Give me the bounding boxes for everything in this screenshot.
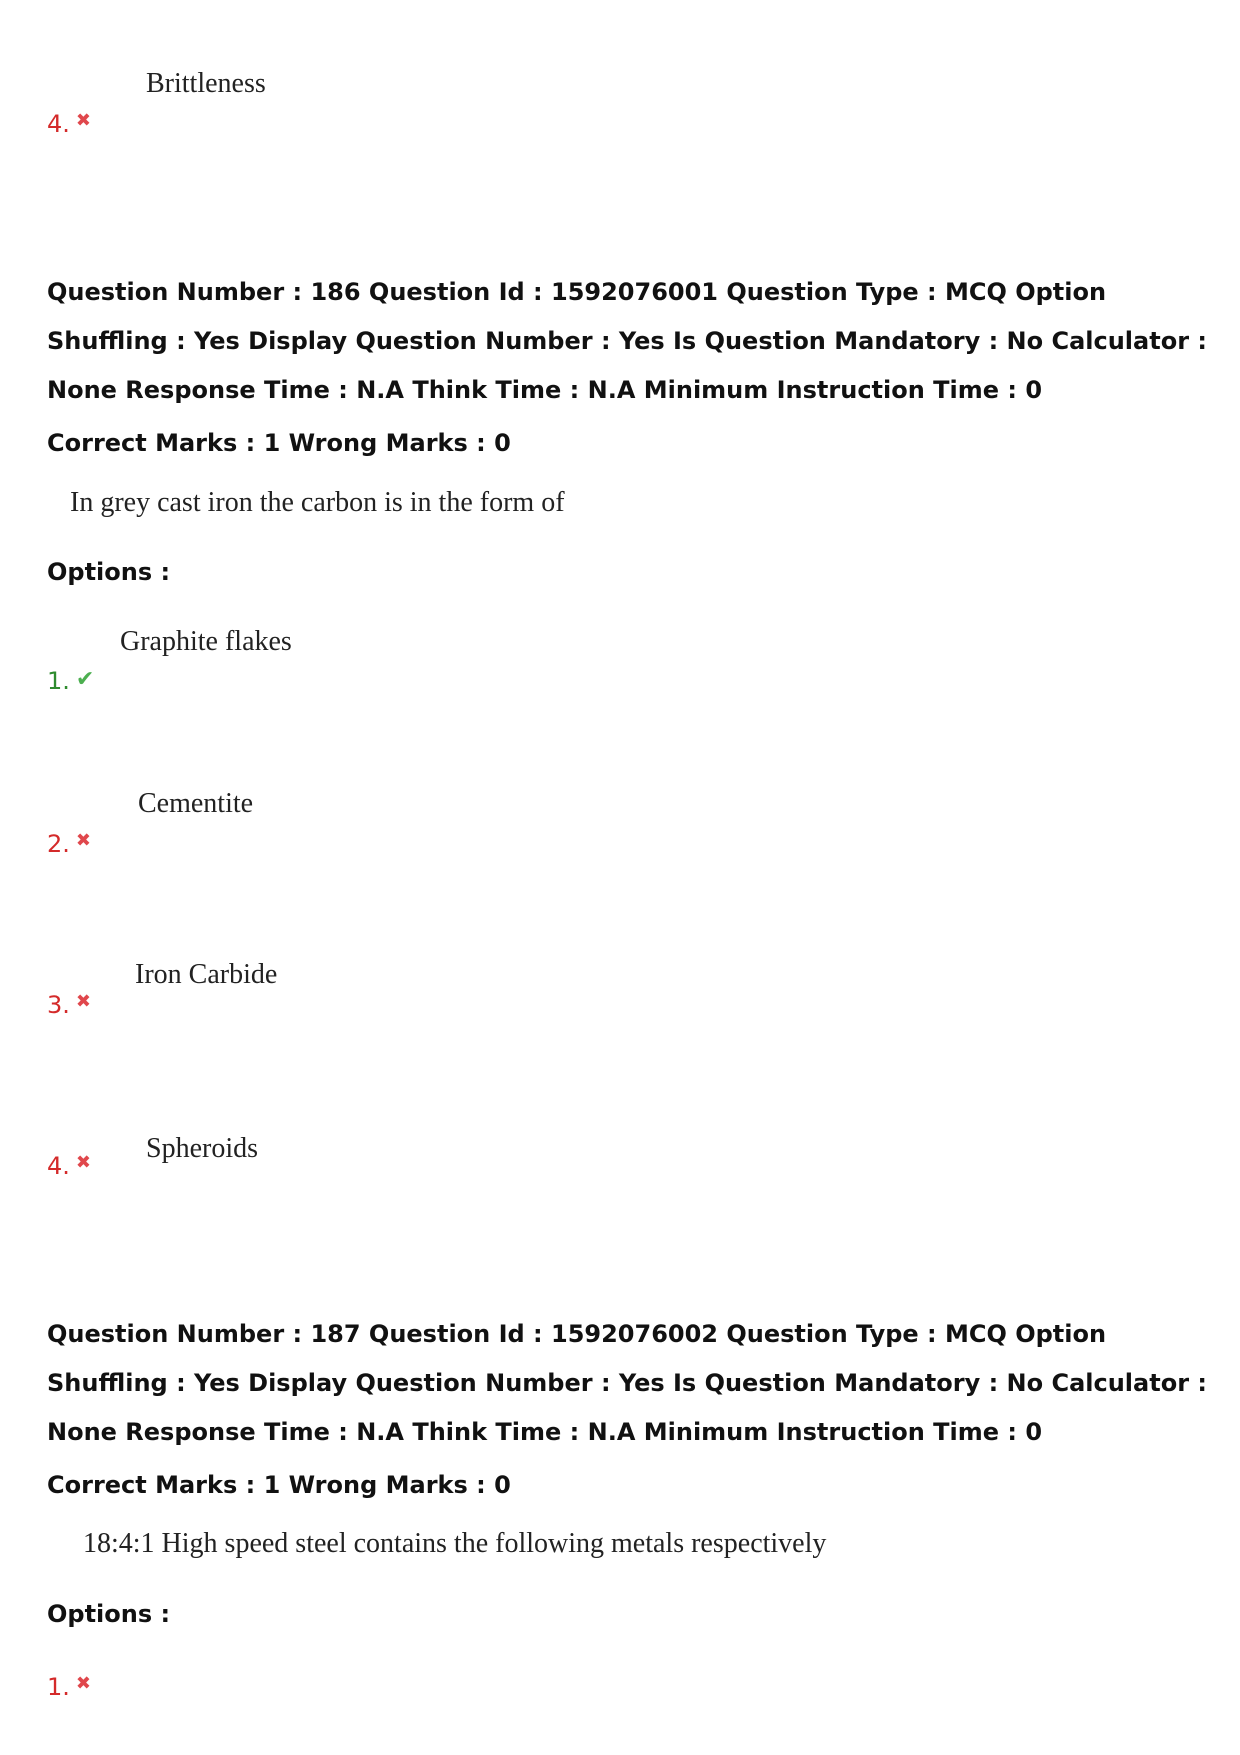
question-text: 18:4:1 High speed steel contains the following metals respectively xyxy=(83,1528,827,1559)
question-marks: Correct Marks : 1 Wrong Marks : 0 xyxy=(47,429,511,457)
question-text: In grey cast iron the carbon is in the form of xyxy=(70,487,565,518)
option-text: Iron Carbide xyxy=(135,959,278,990)
option-text: Brittleness xyxy=(146,68,266,99)
question-meta: Question Number : 187 Question Id : 1592076002 Question Type : MCQ Option Shuffling : Yes Display Question Number : Yes Is Question Mandatory : No Calculator : None Response Time : N.A Think Time : N.A Minimum Instruction Time : 0 xyxy=(47,1320,1207,1446)
cross-mark-icon: ✖ xyxy=(75,110,91,131)
cross-mark-icon: ✖ xyxy=(75,991,91,1012)
option-number-label: 1. xyxy=(47,667,70,695)
check-mark-icon: ✔ xyxy=(75,667,95,692)
option-number xyxy=(47,667,94,695)
option-text: Spheroids xyxy=(146,1133,258,1164)
option-number-label: 2. xyxy=(47,830,70,858)
option-number xyxy=(47,1673,91,1701)
question-marks: Correct Marks : 1 Wrong Marks : 0 xyxy=(47,1471,511,1499)
option-number xyxy=(47,110,91,138)
option-number-label: 4. xyxy=(47,1152,70,1180)
option-number-label: 3. xyxy=(47,991,70,1019)
option-number xyxy=(47,1152,91,1180)
option-number xyxy=(47,991,91,1019)
options-label: Options : xyxy=(47,1600,171,1628)
option-number xyxy=(47,830,91,858)
options-label: Options : xyxy=(47,558,171,586)
cross-mark-icon: ✖ xyxy=(75,830,91,851)
option-number-label: 4. xyxy=(47,110,70,138)
option-text: Graphite flakes xyxy=(120,626,292,657)
option-text: Cementite xyxy=(138,788,254,819)
option-number-label: 1. xyxy=(47,1673,70,1701)
cross-mark-icon: ✖ xyxy=(75,1152,91,1173)
cross-mark-icon: ✖ xyxy=(75,1673,91,1694)
question-meta: Question Number : 186 Question Id : 1592076001 Question Type : MCQ Option Shuffling : Yes Display Question Number : Yes Is Question Mandatory : No Calculator : None Response Time : N.A Think Time : N.A Minimum Instruction Time : 0 xyxy=(47,278,1207,404)
